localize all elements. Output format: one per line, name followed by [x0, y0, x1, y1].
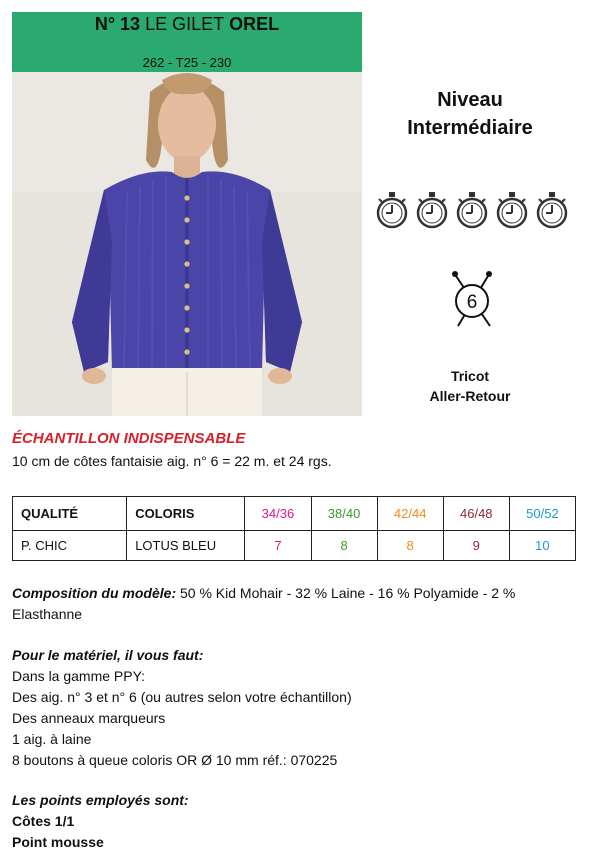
list-item: Des aig. n° 3 et n° 6 (ou autres selon votre échantillon) [12, 689, 352, 705]
technique [372, 366, 568, 406]
header-quality: QUALITÉ [13, 497, 127, 531]
size-label: 50/52 [509, 497, 575, 531]
model-photo [12, 72, 362, 416]
yarn-color: LOTUS BLEU [127, 531, 245, 561]
composition-text: 50 % Kid Mohair - 32 % Laine - 16 % Polyamide - 2 % Elasthanne [12, 585, 516, 622]
stopwatch-icon [374, 190, 410, 230]
table-header-row [13, 497, 576, 531]
technique-line2: Aller-Retour [429, 388, 511, 404]
needle-size: 6 [466, 292, 478, 313]
material-list [12, 645, 582, 771]
size-label: 38/40 [311, 497, 377, 531]
knitting-needle-icon [446, 268, 498, 330]
header-color: COLORIS [127, 497, 245, 531]
list-item: Point mousse [12, 834, 104, 850]
list-item: Dans la gamme PPY: [12, 668, 146, 684]
gauge-text: 10 cm de côtes fantaisie aig. n° 6 = 22 m. et 24 rgs. [12, 453, 332, 469]
stopwatch-icon [454, 190, 490, 230]
yarn-quantity: 8 [311, 531, 377, 561]
yarn-quality: P. CHIC [13, 531, 127, 561]
composition-label: Composition du modèle: [12, 585, 177, 601]
stopwatch-icon [494, 190, 530, 230]
size-label: 34/36 [245, 497, 311, 531]
pattern-title: N° 13 LE GILET OREL [94, 14, 280, 34]
composition [12, 583, 582, 625]
pattern-header [12, 12, 362, 416]
list-item: Côtes 1/1 [12, 813, 75, 829]
table-row [13, 531, 576, 561]
list-item: 1 aig. à laine [12, 731, 92, 747]
yarn-quantity: 9 [443, 531, 509, 561]
stopwatch-icon [534, 190, 570, 230]
yarn-quantity: 8 [377, 531, 443, 561]
yarn-quantity: 7 [245, 531, 311, 561]
pattern-code: 262 - T25 - 230 [142, 55, 232, 70]
level-label: Niveau [437, 89, 503, 111]
yarn-quantity: 10 [509, 531, 575, 561]
technique-line1: Tricot [450, 368, 490, 384]
yarn-table [12, 496, 576, 561]
stitches-list [12, 790, 582, 853]
difficulty-level [372, 86, 568, 142]
stitches-label: Les points employés sont: [12, 792, 189, 808]
list-item: 8 boutons à queue coloris OR Ø 10 mm réf.: 070225 [12, 752, 338, 768]
size-label: 42/44 [377, 497, 443, 531]
size-label: 46/48 [443, 497, 509, 531]
gauge-title: ÉCHANTILLON INDISPENSABLE [12, 430, 246, 447]
title-banner [12, 12, 362, 72]
level-value: Intermédiaire [407, 117, 533, 139]
stopwatch-icon [414, 190, 450, 230]
difficulty-timers [374, 190, 570, 230]
list-item: Des anneaux marqueurs [12, 710, 166, 726]
material-label: Pour le matériel, il vous faut: [12, 647, 204, 663]
